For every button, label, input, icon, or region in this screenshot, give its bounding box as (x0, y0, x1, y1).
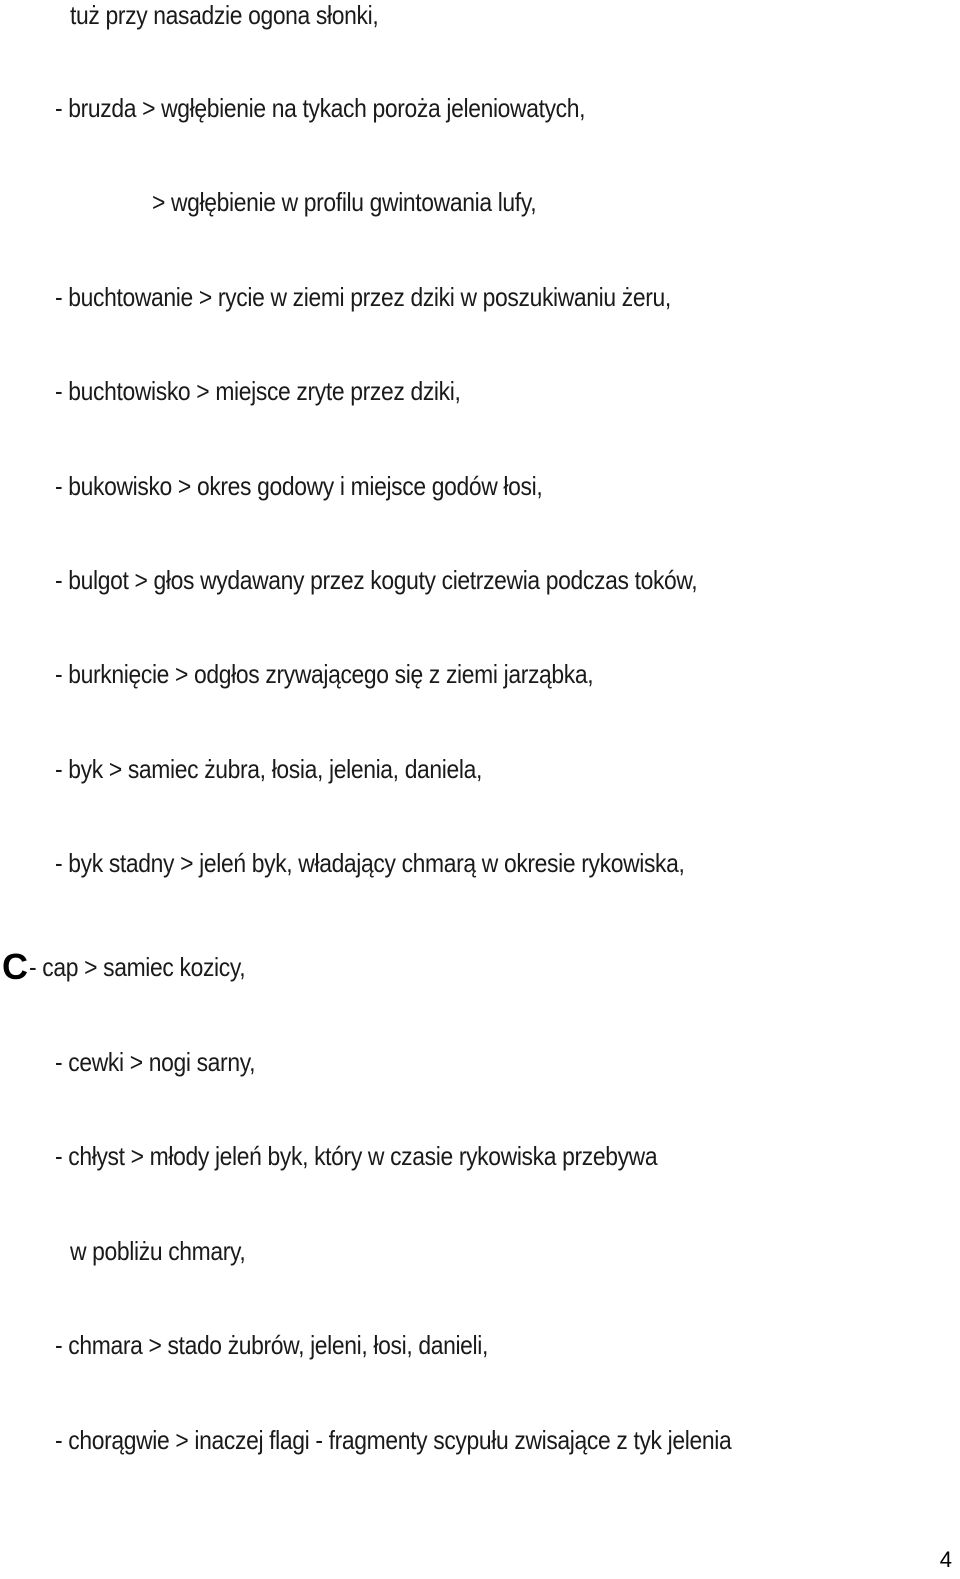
text-line: - buchtowisko > miejsce zryte przez dziki, (55, 376, 461, 406)
text-line: - bulgot > głos wydawany przez koguty cietrzewia podczas toków, (55, 565, 698, 595)
text-line: - bruzda > wgłębienie na tykach poroża jeleniowatych, (55, 93, 586, 123)
text-line: - chmara > stado żubrów, jeleni, łosi, danieli, (55, 1330, 489, 1360)
text-line: - byk > samiec żubra, łosia, jelenia, daniela, (55, 754, 483, 784)
text-line: - bukowisko > okres godowy i miejsce godów łosi, (55, 471, 543, 501)
text-line: - burknięcie > odgłos zrywającego się z ziemi jarząbka, (55, 659, 594, 689)
text-line: w pobliżu chmary, (70, 1236, 246, 1266)
text-line: > wgłębienie w profilu gwintowania lufy, (152, 187, 537, 217)
text-line: - buchtowanie > rycie w ziemi przez dziki w poszukiwaniu żeru, (55, 282, 671, 312)
page-number: 4 (939, 1547, 952, 1572)
section-letter: C (2, 946, 28, 987)
text-line: - cap > samiec kozicy, (29, 952, 246, 982)
text-line: - byk stadny > jeleń byk, władający chmarą w okresie rykowiska, (55, 848, 685, 878)
text-line: - chorągwie > inaczej flagi - fragmenty scypułu zwisające z tyk jelenia (55, 1425, 732, 1455)
text-line: - cewki > nogi sarny, (55, 1047, 256, 1077)
text-line: tuż przy nasadzie ogona słonki, (70, 0, 379, 30)
text-line: - chłyst > młody jeleń byk, który w czasie rykowiska przebywa (55, 1141, 658, 1171)
